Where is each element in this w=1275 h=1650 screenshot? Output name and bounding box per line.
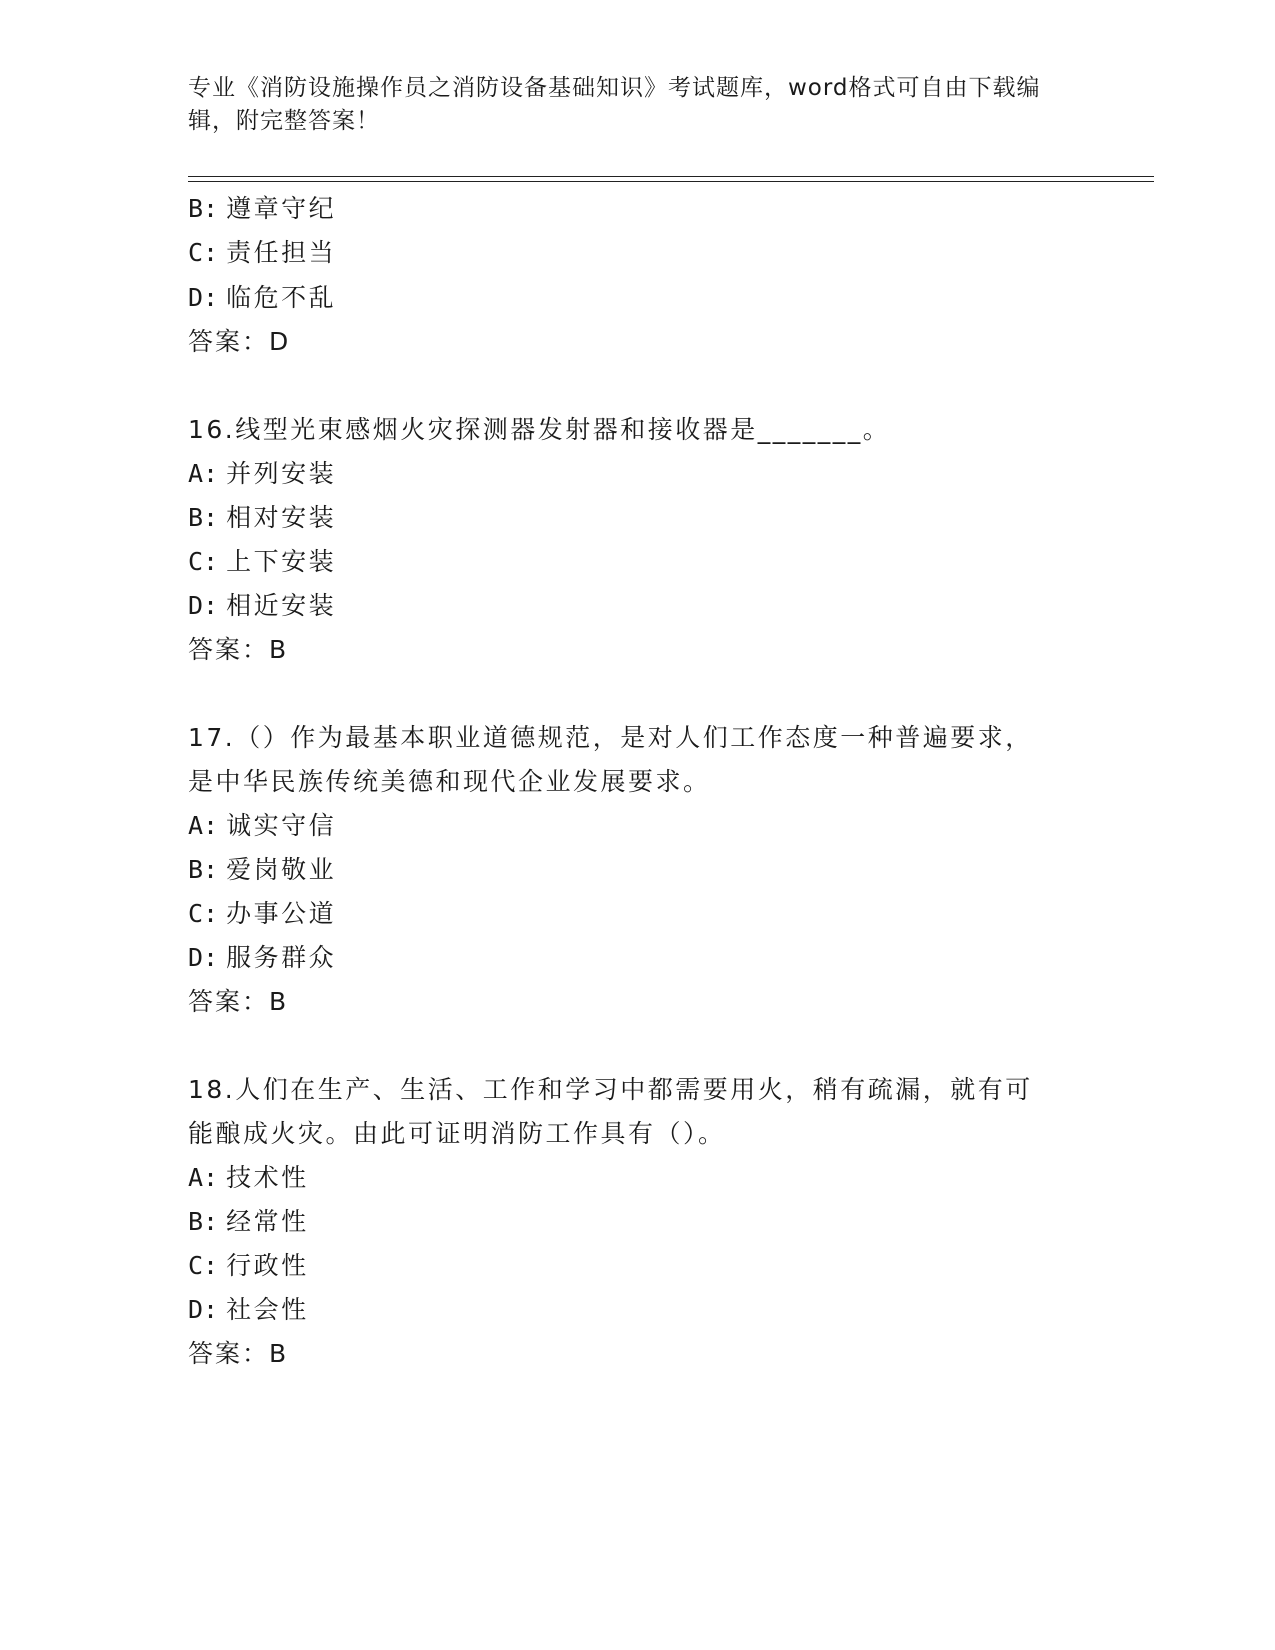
q16-option-b: B: 相对安装 [188, 503, 337, 532]
q18-option-d: D: 社会性 [188, 1295, 309, 1324]
q15-option-c: C: 责任担当 [188, 238, 337, 267]
q16-option-d: D: 相近安装 [188, 591, 337, 620]
q16-option-a: A: 并列安装 [188, 459, 337, 488]
q18-stem-line-2: 能酿成火灾。由此可证明消防工作具有（）。 [188, 1119, 726, 1148]
q16-stem: 16.线型光束感烟火灾探测器发射器和接收器是_______。 [188, 415, 891, 444]
q17-option-d: D: 服务群众 [188, 943, 337, 972]
header-divider-bottom [188, 181, 1154, 182]
q18-stem-line-1: 18.人们在生产、生活、工作和学习中都需要用火，稍有疏漏，就有可 [188, 1075, 1033, 1104]
q16-option-c: C: 上下安装 [188, 547, 337, 576]
q17-option-b: B: 爱岗敬业 [188, 855, 337, 884]
q17-option-c: C: 办事公道 [188, 899, 337, 928]
q16-answer: 答案：B [188, 635, 289, 664]
q15-option-b: B: 遵章守纪 [188, 194, 337, 223]
q17-option-a: A: 诚实守信 [188, 811, 337, 840]
q18-option-a: A: 技术性 [188, 1163, 309, 1192]
header-divider-top [188, 176, 1154, 177]
q18-answer: 答案：B [188, 1339, 289, 1368]
document-header: 专业《消防设施操作员之消防设备基础知识》考试题库，word格式可自由下载编辑，附完整答案！ [188, 75, 1041, 134]
q17-stem-line-1: 17.（）作为最基本职业道德规范，是对人们工作态度一种普遍要求， [188, 723, 1033, 752]
q18-option-b: B: 经常性 [188, 1207, 309, 1236]
q17-stem-line-2: 是中华民族传统美德和现代企业发展要求。 [188, 767, 711, 796]
q18-option-c: C: 行政性 [188, 1251, 309, 1280]
q15-option-d: D: 临危不乱 [188, 283, 337, 312]
q17-answer: 答案：B [188, 987, 289, 1016]
q15-answer: 答案：D [188, 327, 291, 356]
